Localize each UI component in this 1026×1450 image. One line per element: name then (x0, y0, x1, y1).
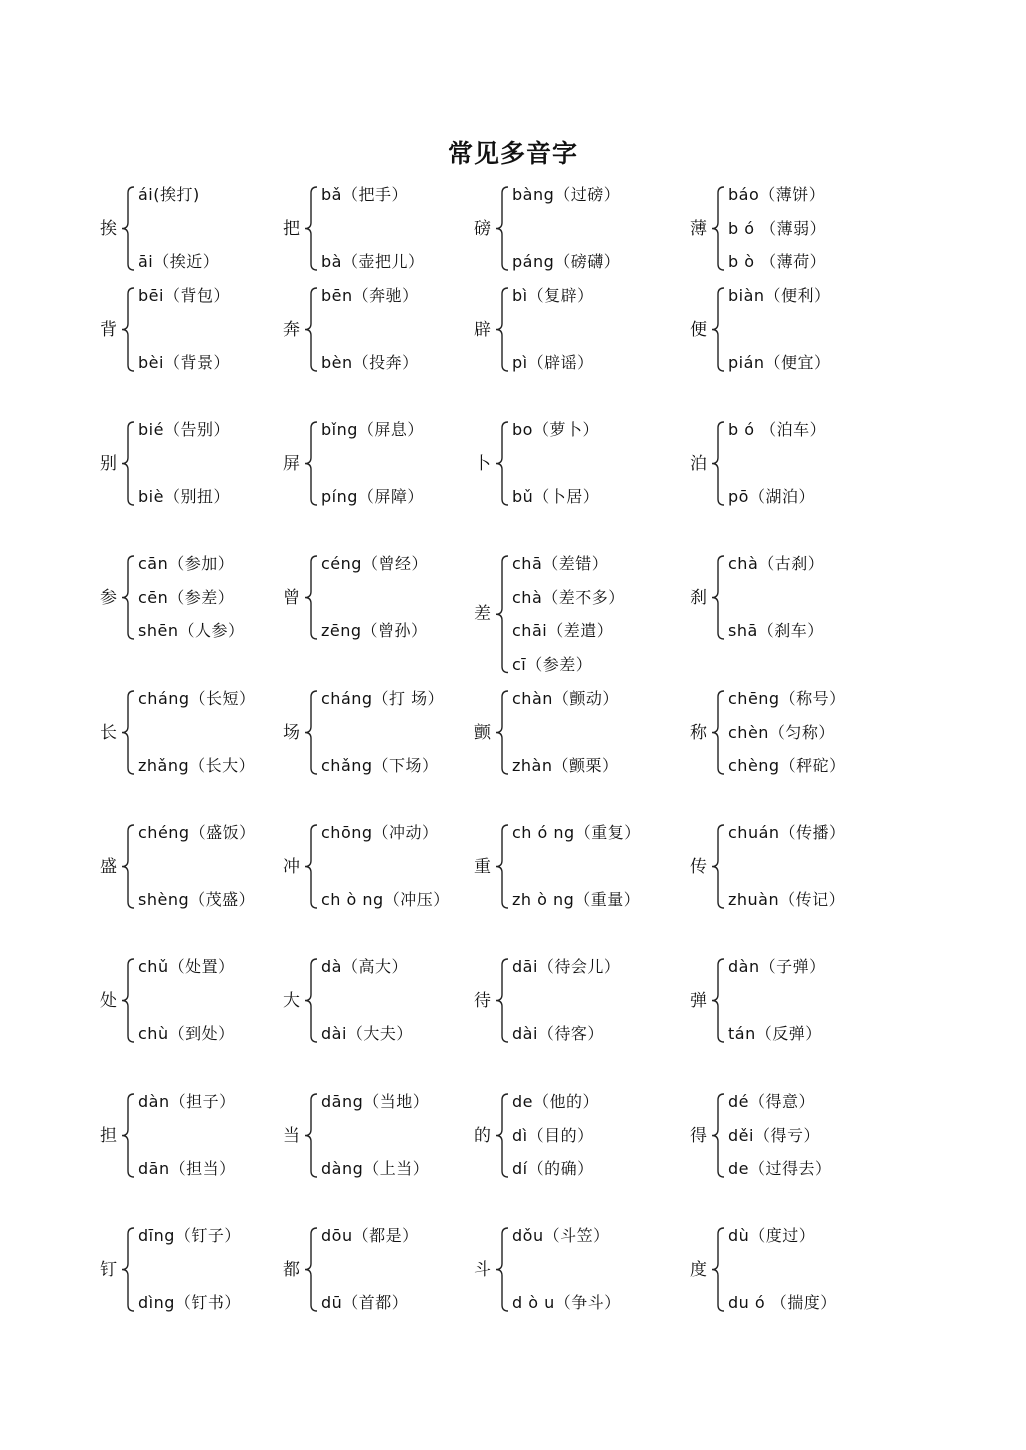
pinyin-reading: píng（屏障） (321, 487, 424, 506)
character: 担 (100, 1125, 117, 1146)
pinyin-reading: shēn（人参） (138, 621, 245, 640)
character: 曾 (283, 587, 300, 608)
pinyin-reading: dìng（钉书） (138, 1293, 241, 1312)
character: 泊 (690, 453, 707, 474)
pinyin-reading: chēng（称号） (728, 689, 846, 708)
brace-icon (710, 556, 726, 639)
character: 得 (690, 1125, 707, 1146)
pinyin-reading: bǐng（屏息） (321, 420, 424, 439)
pinyin-reading: dāng（当地） (321, 1092, 430, 1111)
pinyin-reading: shā（刹车） (728, 621, 824, 640)
pinyin-reading: zh ò ng（重量） (512, 890, 641, 909)
character: 差 (474, 604, 491, 625)
brace-icon (303, 556, 319, 639)
page-title: 常见多音字 (447, 139, 578, 168)
pinyin-reading: cī（参差） (512, 654, 593, 674)
character: 斗 (474, 1259, 491, 1280)
character: 刹 (690, 587, 707, 608)
pinyin-reading: dàng（上当） (321, 1159, 430, 1178)
character: 待 (474, 990, 491, 1011)
character: 磅 (474, 218, 491, 239)
pinyin-reading: dū（首都） (321, 1293, 409, 1312)
pinyin-reading: zēng（曾孙） (321, 621, 428, 640)
pinyin-reading: chà（古刹） (728, 554, 825, 573)
pinyin-reading: bēn（奔驰） (321, 286, 419, 305)
brace-icon (303, 825, 319, 908)
brace-icon (120, 1228, 136, 1311)
pinyin-reading: chǔ（处置） (138, 957, 235, 976)
character: 场 (283, 722, 300, 743)
pinyin-reading: pō（湖泊） (728, 487, 815, 506)
pinyin-reading: b ó （泊车） (728, 420, 827, 439)
pinyin-reading: bèi（背景） (138, 353, 230, 372)
pinyin-reading: chuán（传播） (728, 823, 846, 842)
brace-icon (710, 691, 726, 774)
brace-icon (494, 1094, 510, 1177)
pinyin-reading: bié（告别） (138, 420, 230, 439)
pinyin-reading: cān（参加） (138, 554, 235, 573)
pinyin-reading: cháng（打 场） (321, 689, 445, 708)
pinyin-reading: dīng（钉子） (138, 1226, 241, 1245)
brace-icon (494, 1228, 510, 1311)
pinyin-reading: chèng（秤砣） (728, 756, 846, 775)
character: 都 (283, 1259, 300, 1280)
brace-icon (120, 556, 136, 639)
pinyin-reading: pì（辟谣） (512, 353, 594, 372)
pinyin-reading: dōu（都是） (321, 1226, 419, 1245)
pinyin-reading: de（过得去） (728, 1159, 832, 1178)
brace-icon (303, 691, 319, 774)
pinyin-reading: bǎ（把手） (321, 185, 408, 204)
pinyin-reading: ái(挨打) (138, 185, 200, 204)
pinyin-reading: biè（别扭） (138, 487, 230, 506)
pinyin-reading: zhàn（颤栗） (512, 756, 619, 775)
pinyin-reading: bo（萝卜） (512, 420, 599, 439)
pinyin-reading: dǒu（斗笠） (512, 1226, 610, 1245)
pinyin-reading: ch ò ng（冲压） (321, 890, 450, 909)
brace-icon (710, 825, 726, 908)
character: 便 (690, 319, 707, 340)
character: 称 (690, 722, 707, 743)
brace-icon (303, 1228, 319, 1311)
character: 的 (474, 1125, 491, 1146)
character: 屏 (283, 453, 300, 474)
brace-icon (120, 691, 136, 774)
pinyin-reading: dí（的确） (512, 1159, 594, 1178)
character: 挨 (100, 218, 117, 239)
pinyin-reading: dāi（待会儿） (512, 957, 621, 976)
pinyin-reading: du ó （揣度） (728, 1293, 837, 1312)
pinyin-reading: pián（便宜） (728, 353, 831, 372)
brace-icon (120, 825, 136, 908)
brace-icon (710, 1228, 726, 1311)
pinyin-reading: céng（曾经） (321, 554, 428, 573)
brace-icon (494, 422, 510, 505)
pinyin-reading: dà（高大） (321, 957, 408, 976)
pinyin-reading: cháng（长短） (138, 689, 256, 708)
pinyin-reading: chāi（差遣） (512, 621, 614, 640)
character: 卜 (474, 453, 491, 474)
brace-icon (710, 187, 726, 270)
pinyin-reading: chèn（匀称） (728, 722, 835, 742)
character: 度 (690, 1259, 707, 1280)
character: 薄 (690, 218, 707, 239)
pinyin-reading: dài（大夫） (321, 1024, 413, 1043)
character: 处 (100, 990, 117, 1011)
pinyin-reading: shèng（茂盛） (138, 890, 256, 909)
brace-icon (494, 288, 510, 371)
character: 重 (474, 856, 491, 877)
brace-icon (120, 1094, 136, 1177)
brace-icon (494, 691, 510, 774)
pinyin-reading: b ò （薄荷） (728, 252, 827, 271)
brace-icon (494, 187, 510, 270)
brace-icon (710, 1094, 726, 1177)
brace-icon (303, 288, 319, 371)
pinyin-reading: dān（担当） (138, 1159, 236, 1178)
character: 奔 (283, 319, 300, 340)
character: 冲 (283, 856, 300, 877)
pinyin-reading: chǎng（下场） (321, 756, 439, 775)
pinyin-reading: chéng（盛饭） (138, 823, 256, 842)
pinyin-reading: biàn（便利） (728, 286, 831, 305)
character: 当 (283, 1125, 300, 1146)
character: 辟 (474, 319, 491, 340)
pinyin-reading: báo（薄饼） (728, 185, 826, 204)
pinyin-reading: dé（得意） (728, 1092, 816, 1111)
pinyin-reading: páng（磅礴） (512, 252, 621, 271)
pinyin-reading: chù（到处） (138, 1024, 235, 1043)
character: 传 (690, 856, 707, 877)
pinyin-reading: cēn（参差） (138, 587, 235, 607)
pinyin-reading: chàn（颤动） (512, 689, 619, 708)
pinyin-reading: zhǎng（长大） (138, 756, 256, 775)
pinyin-reading: dài（待客） (512, 1024, 604, 1043)
pinyin-reading: chōng（冲动） (321, 823, 439, 842)
brace-icon (710, 422, 726, 505)
character: 弹 (690, 990, 707, 1011)
character: 颤 (474, 722, 491, 743)
pinyin-reading: bǔ（卜居） (512, 487, 600, 506)
pinyin-reading: dàn（子弹） (728, 957, 826, 976)
pinyin-reading: bàng（过磅） (512, 185, 621, 204)
character: 钉 (100, 1259, 117, 1280)
brace-icon (710, 288, 726, 371)
pinyin-reading: bēi（背包） (138, 286, 230, 305)
pinyin-reading: zhuàn（传记） (728, 890, 846, 909)
pinyin-reading: de（他的） (512, 1092, 600, 1111)
brace-icon (303, 1094, 319, 1177)
pinyin-reading: chā（差错） (512, 554, 609, 573)
pinyin-reading: d ò u（争斗） (512, 1293, 621, 1312)
pinyin-reading: āi（挨近） (138, 252, 220, 271)
pinyin-reading: bà（壶把儿） (321, 252, 425, 271)
brace-icon (120, 288, 136, 371)
pinyin-reading: b ó （薄弱） (728, 218, 827, 238)
pinyin-reading: dàn（担子） (138, 1092, 236, 1111)
pinyin-reading: chà（差不多） (512, 587, 625, 607)
brace-icon (120, 959, 136, 1042)
brace-icon (303, 959, 319, 1042)
pinyin-reading: bèn（投奔） (321, 353, 419, 372)
pinyin-reading: dù（度过） (728, 1226, 816, 1245)
pinyin-reading: bì（复辟） (512, 286, 594, 305)
character: 参 (100, 587, 117, 608)
brace-icon (120, 187, 136, 270)
brace-icon (710, 959, 726, 1042)
pinyin-reading: dì（目的） (512, 1125, 594, 1145)
pinyin-reading: ch ó ng（重复） (512, 823, 641, 842)
brace-icon (494, 959, 510, 1042)
character: 背 (100, 319, 117, 340)
character: 把 (283, 218, 300, 239)
brace-icon (494, 556, 510, 673)
pinyin-reading: děi（得亏） (728, 1125, 820, 1145)
character: 大 (283, 990, 300, 1011)
brace-icon (120, 422, 136, 505)
character: 别 (100, 453, 117, 474)
character: 盛 (100, 856, 117, 877)
brace-icon (303, 422, 319, 505)
brace-icon (303, 187, 319, 270)
brace-icon (494, 825, 510, 908)
character: 长 (100, 722, 117, 743)
pinyin-reading: tán（反弹） (728, 1024, 822, 1043)
